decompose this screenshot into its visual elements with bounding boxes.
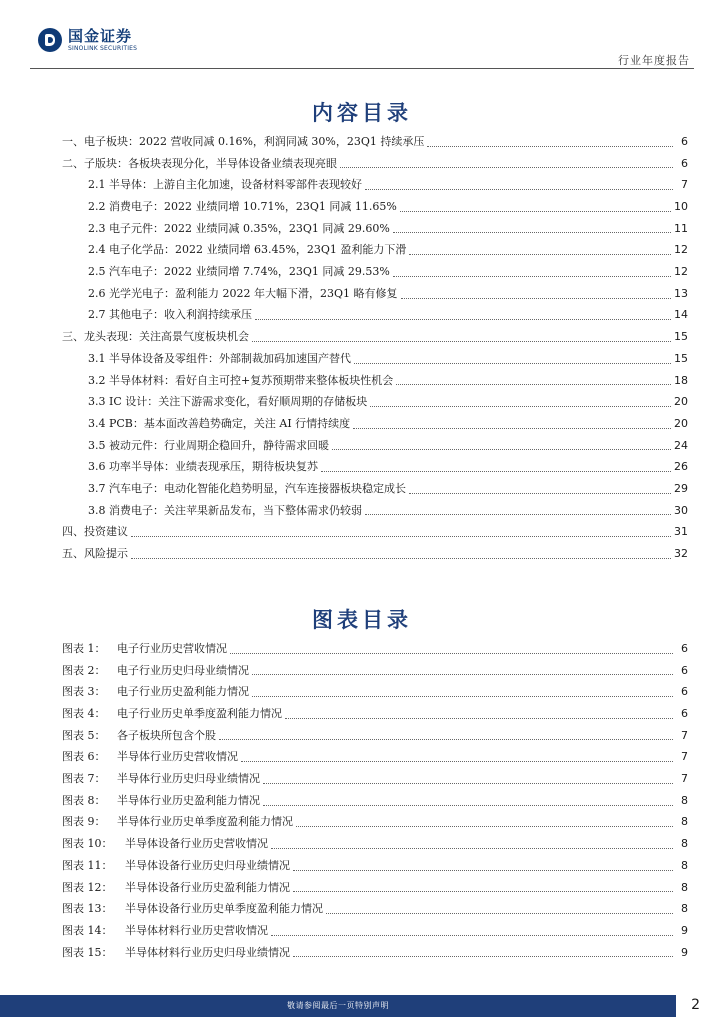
figure-dot-leader <box>285 718 673 719</box>
figure-entry-title: 半导体材料行业历史归母业绩情况 <box>125 945 290 959</box>
figure-entry-page: 8 <box>681 858 688 872</box>
figure-entry-page: 7 <box>681 728 688 742</box>
figure-entry-page: 7 <box>681 772 688 786</box>
figure-dot-leader <box>293 956 673 957</box>
figure-entry-label: 图表 7： <box>62 772 106 786</box>
figure-entry[interactable] <box>62 746 688 768</box>
toc-dot-leader <box>370 406 671 407</box>
figure-entry[interactable] <box>62 833 688 855</box>
toc-entry-page: 18 <box>674 373 688 387</box>
toc-entry-title: 3.6 功率半导体：业绩表现承压，期待板块复苏 <box>88 460 318 474</box>
toc-entry-title: 五、风险提示 <box>62 547 128 561</box>
figure-entry[interactable] <box>62 812 688 834</box>
page-footer <box>0 995 724 1024</box>
toc-entry[interactable] <box>62 348 688 370</box>
figure-dot-leader <box>219 739 673 740</box>
figure-entry-page: 6 <box>681 663 688 677</box>
toc-entry-title: 3.7 汽车电子：电动化智能化趋势明显，汽车连接器板块稳定成长 <box>88 481 406 495</box>
figure-entry-label: 图表 12： <box>62 880 113 894</box>
figure-entry-label: 图表 11： <box>62 858 113 872</box>
toc-dot-leader <box>400 211 671 212</box>
figure-dot-leader <box>293 891 673 892</box>
toc-entry[interactable] <box>62 283 688 305</box>
toc-entry-page: 12 <box>674 265 688 279</box>
page-number: 2 <box>691 997 700 1013</box>
figure-entry[interactable] <box>62 898 688 920</box>
figure-dot-leader <box>252 696 673 697</box>
toc-dot-leader <box>252 341 671 342</box>
figure-entry-title: 半导体设备行业历史营收情况 <box>125 837 268 851</box>
brand-name-cn: 国金证券 <box>68 26 133 45</box>
figure-entry-page: 6 <box>681 707 688 721</box>
figure-entry[interactable] <box>62 768 688 790</box>
figure-entry-label: 图表 6： <box>62 750 106 764</box>
report-type-label: 行业年度报告 <box>618 54 690 67</box>
toc-dot-leader <box>427 146 673 147</box>
page-header <box>0 0 724 70</box>
figure-entry[interactable] <box>62 725 688 747</box>
toc-entry-page: 13 <box>674 286 688 300</box>
toc-dot-leader <box>409 254 671 255</box>
toc-entry-page: 7 <box>681 178 688 192</box>
toc-entry-title: 二、子版块：各板块表现分化，半导体设备业绩表现亮眼 <box>62 156 337 170</box>
toc-entry-title: 3.4 PCB：基本面改善趋势确定，关注 AI 行情持续度 <box>88 416 351 430</box>
toc-entry-title: 3.1 半导体设备及零组件：外部制裁加码加速国产替代 <box>88 351 351 365</box>
brand-text <box>68 26 138 52</box>
figure-entry[interactable] <box>62 638 688 660</box>
figure-entry-title: 半导体设备行业历史单季度盈利能力情况 <box>125 902 323 916</box>
figure-dot-leader <box>263 805 673 806</box>
figure-entry[interactable] <box>62 942 688 964</box>
figure-entry-title: 半导体设备行业历史盈利能力情况 <box>125 880 290 894</box>
figure-entry[interactable] <box>62 790 688 812</box>
figure-entry-label: 图表 14： <box>62 923 113 937</box>
figure-entry-label: 图表 2： <box>62 663 106 677</box>
toc-entry-page: 31 <box>674 525 688 539</box>
figure-entry-label: 图表 13： <box>62 902 113 916</box>
toc-entry-page: 24 <box>674 438 688 452</box>
figure-entry-label: 图表 15： <box>62 945 113 959</box>
toc-dot-leader <box>340 167 673 168</box>
toc-entry-title: 四、投资建议 <box>62 525 128 539</box>
figure-entry[interactable] <box>62 855 688 877</box>
figure-entry[interactable] <box>62 660 688 682</box>
footer-disclaimer: 敬请参阅最后一页特别声明 <box>0 995 676 1017</box>
figure-entry-page: 8 <box>681 815 688 829</box>
figure-dot-leader <box>241 761 673 762</box>
figure-entry-title: 电子行业历史盈利能力情况 <box>117 685 249 699</box>
figure-entry[interactable] <box>62 681 688 703</box>
figure-entry-page: 6 <box>681 685 688 699</box>
toc-entry-title: 2.4 电子化学品：2022 业绩同增 63.45%，23Q1 盈利能力下滑 <box>88 243 407 257</box>
figure-entry-label: 图表 10： <box>62 837 113 851</box>
toc-entry-page: 12 <box>674 243 688 257</box>
toc-entry[interactable] <box>62 131 688 153</box>
toc-entry-title: 3.3 IC 设计：关注下游需求变化，看好顺周期的存储板块 <box>88 395 368 409</box>
toc-entry[interactable] <box>62 261 688 283</box>
toc-entry[interactable] <box>62 413 688 435</box>
toc-entry[interactable] <box>62 305 688 327</box>
figure-entry-page: 8 <box>681 793 688 807</box>
toc-entry[interactable] <box>62 196 688 218</box>
toc-dot-leader <box>353 428 671 429</box>
brand-logo <box>38 28 137 52</box>
figure-entry-page: 8 <box>681 837 688 851</box>
toc-entry[interactable] <box>62 500 688 522</box>
toc-entry-page: 32 <box>674 547 688 561</box>
figures-title: 图表目录 <box>312 607 412 632</box>
figure-entry-title: 半导体设备行业历史归母业绩情况 <box>125 858 290 872</box>
figure-entry-title: 电子行业历史归母业绩情况 <box>117 663 249 677</box>
toc-dot-leader <box>354 363 671 364</box>
figure-entry-title: 半导体行业历史营收情况 <box>117 750 238 764</box>
figure-dot-leader <box>230 653 673 654</box>
figure-dot-leader <box>271 848 673 849</box>
figure-entry-label: 图表 5： <box>62 728 106 742</box>
toc-entry[interactable] <box>62 543 688 565</box>
toc-entry-page: 20 <box>674 395 688 409</box>
toc-dot-leader <box>396 384 671 385</box>
toc-entry-title: 2.3 电子元件：2022 业绩同减 0.35%，23Q1 同减 29.60% <box>88 221 390 235</box>
toc-entry-title: 一、电子板块：2022 营收同减 0.16%，利润同减 30%，23Q1 持续承压 <box>62 134 425 148</box>
figures-list <box>62 638 688 963</box>
toc-entry[interactable] <box>62 478 688 500</box>
figure-entry-title: 半导体行业历史盈利能力情况 <box>117 793 260 807</box>
figure-entry-page: 7 <box>681 750 688 764</box>
figure-entry-title: 电子行业历史单季度盈利能力情况 <box>117 707 282 721</box>
toc-entry-page: 15 <box>674 330 688 344</box>
toc-entry-page: 14 <box>674 308 688 322</box>
brand-name-en: SINOLINK SECURITIES <box>68 44 138 52</box>
figure-dot-leader <box>252 674 673 675</box>
toc-dot-leader <box>365 514 671 515</box>
figure-dot-leader <box>293 870 673 871</box>
toc-entry-page: 10 <box>674 200 688 214</box>
toc-entry[interactable] <box>62 435 688 457</box>
toc-entry-page: 20 <box>674 416 688 430</box>
toc-dot-leader <box>255 319 671 320</box>
toc-entry[interactable] <box>62 239 688 261</box>
toc-entry[interactable] <box>62 218 688 240</box>
toc-dot-leader <box>131 536 671 537</box>
figure-entry-title: 电子行业历史营收情况 <box>117 641 227 655</box>
toc-entry-title: 3.5 被动元件：行业周期企稳回升，静待需求回暖 <box>88 438 329 452</box>
figure-entry-label: 图表 4： <box>62 707 106 721</box>
toc-entry-page: 26 <box>674 460 688 474</box>
figure-entry[interactable] <box>62 877 688 899</box>
toc-entry-title: 2.1 半导体：上游自主化加速，设备材料零部件表现较好 <box>88 178 362 192</box>
toc-dot-leader <box>321 471 671 472</box>
toc-entry-title: 2.6 光学光电子：盈利能力 2022 年大幅下滑，23Q1 略有修复 <box>88 286 398 300</box>
toc-list <box>62 131 688 565</box>
figure-entry-label: 图表 9： <box>62 815 106 829</box>
toc-entry[interactable] <box>62 370 688 392</box>
toc-entry[interactable] <box>62 391 688 413</box>
figure-entry[interactable] <box>62 920 688 942</box>
toc-entry-page: 6 <box>681 134 688 148</box>
toc-entry[interactable] <box>62 456 688 478</box>
toc-entry-page: 29 <box>674 481 688 495</box>
toc-entry-page: 6 <box>681 156 688 170</box>
figure-entry-title: 半导体行业历史单季度盈利能力情况 <box>117 815 293 829</box>
toc-entry-page: 11 <box>674 221 688 235</box>
toc-dot-leader <box>401 298 672 299</box>
toc-dot-leader <box>393 276 671 277</box>
figure-dot-leader <box>326 913 673 914</box>
figure-dot-leader <box>263 783 673 784</box>
header-divider <box>30 68 694 69</box>
figure-entry-title: 半导体行业历史归母业绩情况 <box>117 772 260 786</box>
figure-entry-title: 半导体材料行业历史营收情况 <box>125 923 268 937</box>
toc-dot-leader <box>393 232 671 233</box>
toc-dot-leader <box>131 558 671 559</box>
toc-entry[interactable] <box>62 521 688 543</box>
figure-entry-page: 8 <box>681 880 688 894</box>
figure-entry-label: 图表 3： <box>62 685 106 699</box>
toc-title: 内容目录 <box>312 100 412 125</box>
figure-entry-title: 各子板块所包含个股 <box>117 728 216 742</box>
figure-entry-label: 图表 1： <box>62 641 106 655</box>
toc-entry-title: 3.2 半导体材料：看好自主可控+复苏预期带来整体板块性机会 <box>88 373 394 387</box>
toc-entry-title: 2.2 消费电子：2022 业绩同增 10.71%，23Q1 同减 11.65% <box>88 200 397 214</box>
figure-entry-page: 9 <box>681 923 688 937</box>
toc-entry-title: 2.7 其他电子：收入利润持续承压 <box>88 308 252 322</box>
figure-entry-page: 6 <box>681 641 688 655</box>
figure-entry-label: 图表 8： <box>62 793 106 807</box>
toc-dot-leader <box>365 189 673 190</box>
sinolink-logo-icon <box>38 28 62 52</box>
toc-entry[interactable] <box>62 153 688 175</box>
toc-entry-title: 2.5 汽车电子：2022 业绩同增 7.74%，23Q1 同减 29.53% <box>88 265 390 279</box>
toc-entry-title: 三、龙头表现：关注高景气度板块机会 <box>62 330 249 344</box>
toc-dot-leader <box>332 449 671 450</box>
toc-entry-page: 15 <box>674 351 688 365</box>
figure-entry-page: 8 <box>681 902 688 916</box>
toc-entry-page: 30 <box>674 503 688 517</box>
figure-entry-page: 9 <box>681 945 688 959</box>
toc-entry[interactable] <box>62 174 688 196</box>
figure-dot-leader <box>296 826 673 827</box>
toc-dot-leader <box>409 493 671 494</box>
figure-entry[interactable] <box>62 703 688 725</box>
figure-dot-leader <box>271 935 673 936</box>
toc-entry[interactable] <box>62 326 688 348</box>
toc-entry-title: 3.8 消费电子：关注苹果新品发布，当下整体需求仍较弱 <box>88 503 362 517</box>
